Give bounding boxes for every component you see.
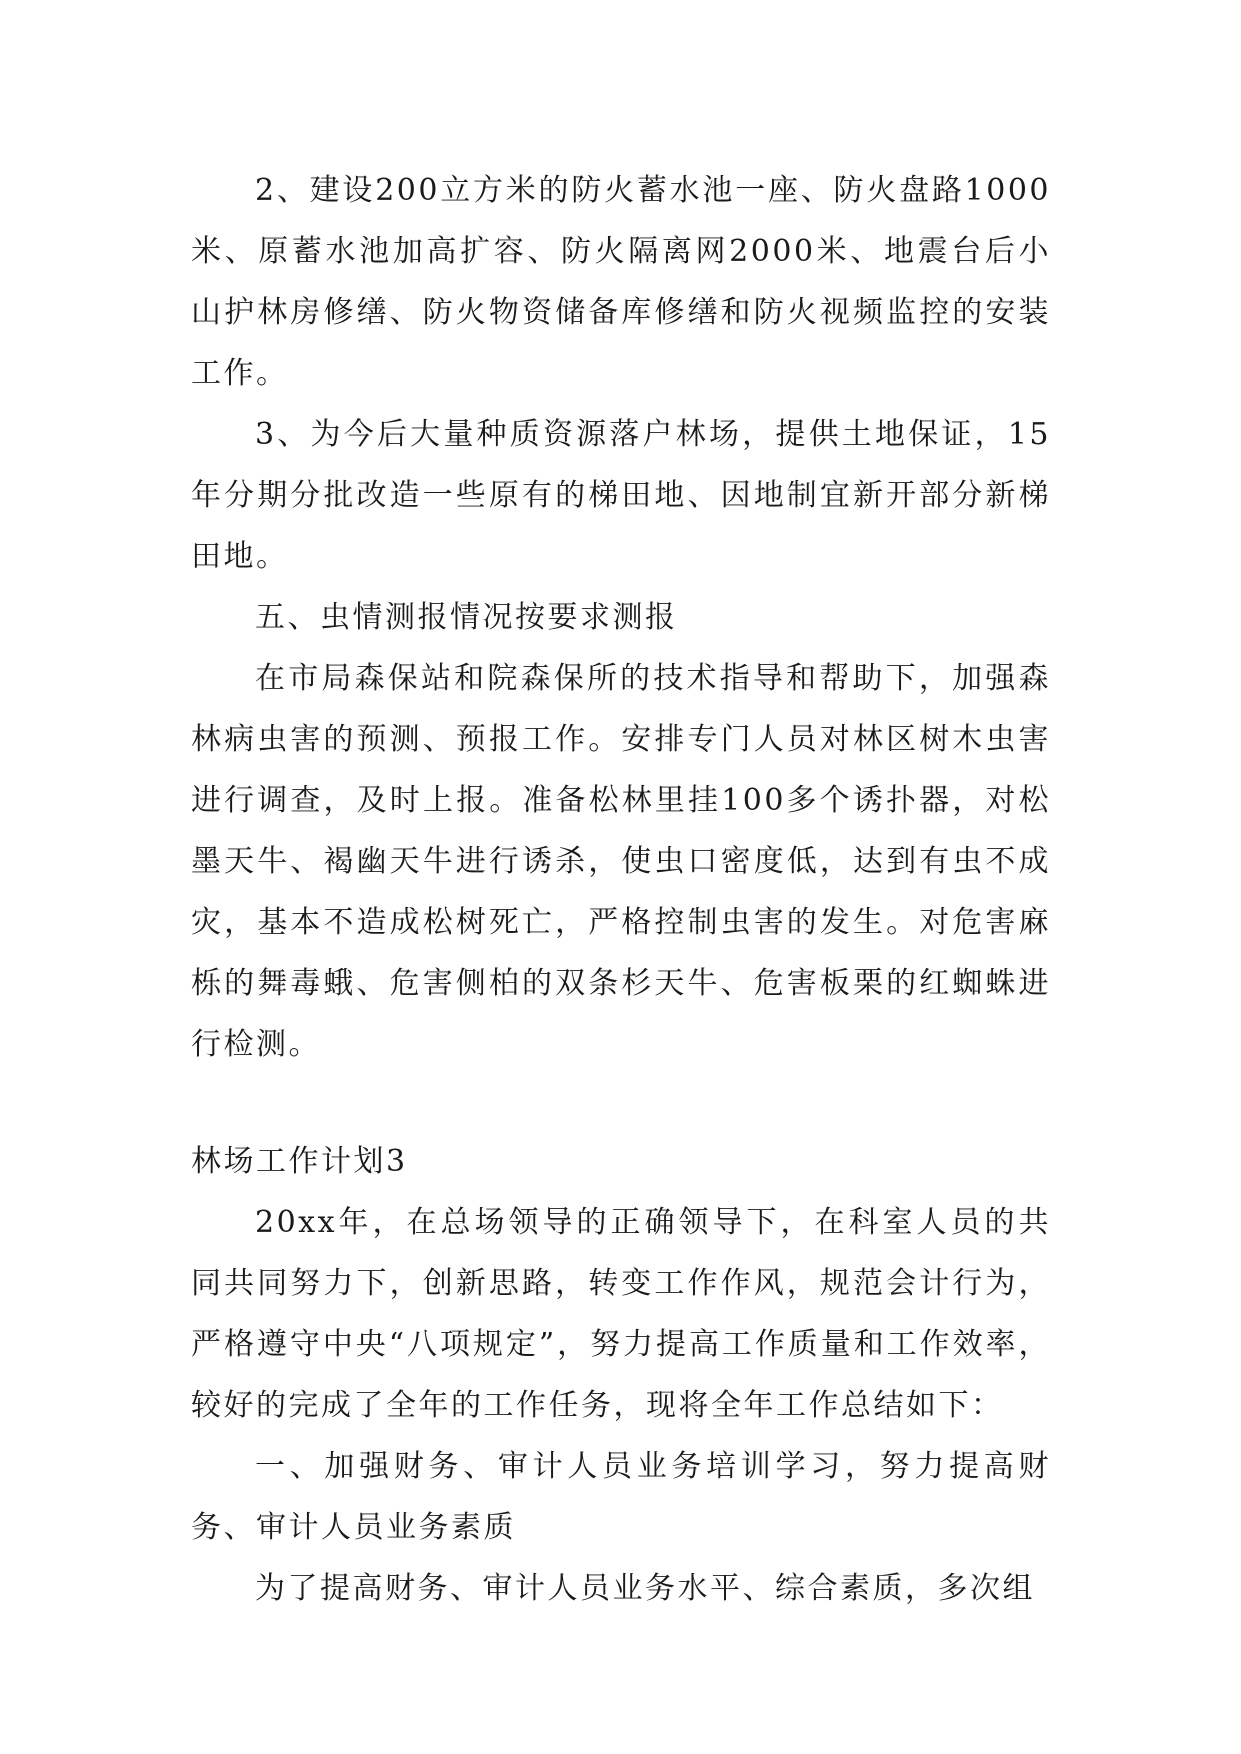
section-gap (191, 1075, 1051, 1131)
paragraph-pest-monitoring: 在市局森保站和院森保所的技术指导和帮助下，加强森林病虫害的预测、预报工作。安排专门人员对林区树木虫害进行调查，及时上报。准备松林里挂100多个诱扑器，对松墨天牛、褐幽天牛进行诱杀，使虫口密度低，达到有虫不成灾，基本不造成松树死亡，严格控制虫害的发生。对危害麻栎的舞毒蛾、危害侧柏的双条杉天牛、危害板栗的红蜘蛛进行检测。 (191, 661, 1051, 1062)
paragraph-annual-summary: 20xx年，在总场领导的正确领导下，在科室人员的共同共同努力下，创新思路，转变工作作风，规范会计行为，严格遵守中央“八项规定”，努力提高工作质量和工作效率，较好的完成了全年的工作任务，现将全年工作总结如下： (191, 1205, 1051, 1423)
document-body (191, 160, 1051, 1619)
paragraph-fire-facilities: 2、建设200立方米的防火蓄水池一座、防火盘路1000米、原蓄水池加高扩容、防火隔离网2000米、地震台后小山护林房修缮、防火物资储备库修缮和防火视频监控的安装工作。 (191, 173, 1051, 391)
heading-pest-monitoring: 五、虫情测报情况按要求测报 (255, 600, 678, 635)
paragraph-land-reform: 3、为今后大量种质资源落户林场，提供土地保证，15年分期分批改造一些原有的梯田地、因地制宜新开部分新梯田地。 (191, 417, 1051, 574)
paragraph-training: 为了提高财务、审计人员业务水平、综合素质，多次组 (255, 1571, 1035, 1606)
heading-training: 一、加强财务、审计人员业务培训学习，努力提高财务、审计人员业务素质 (191, 1449, 1051, 1545)
section-title: 林场工作计划3 (191, 1144, 408, 1179)
